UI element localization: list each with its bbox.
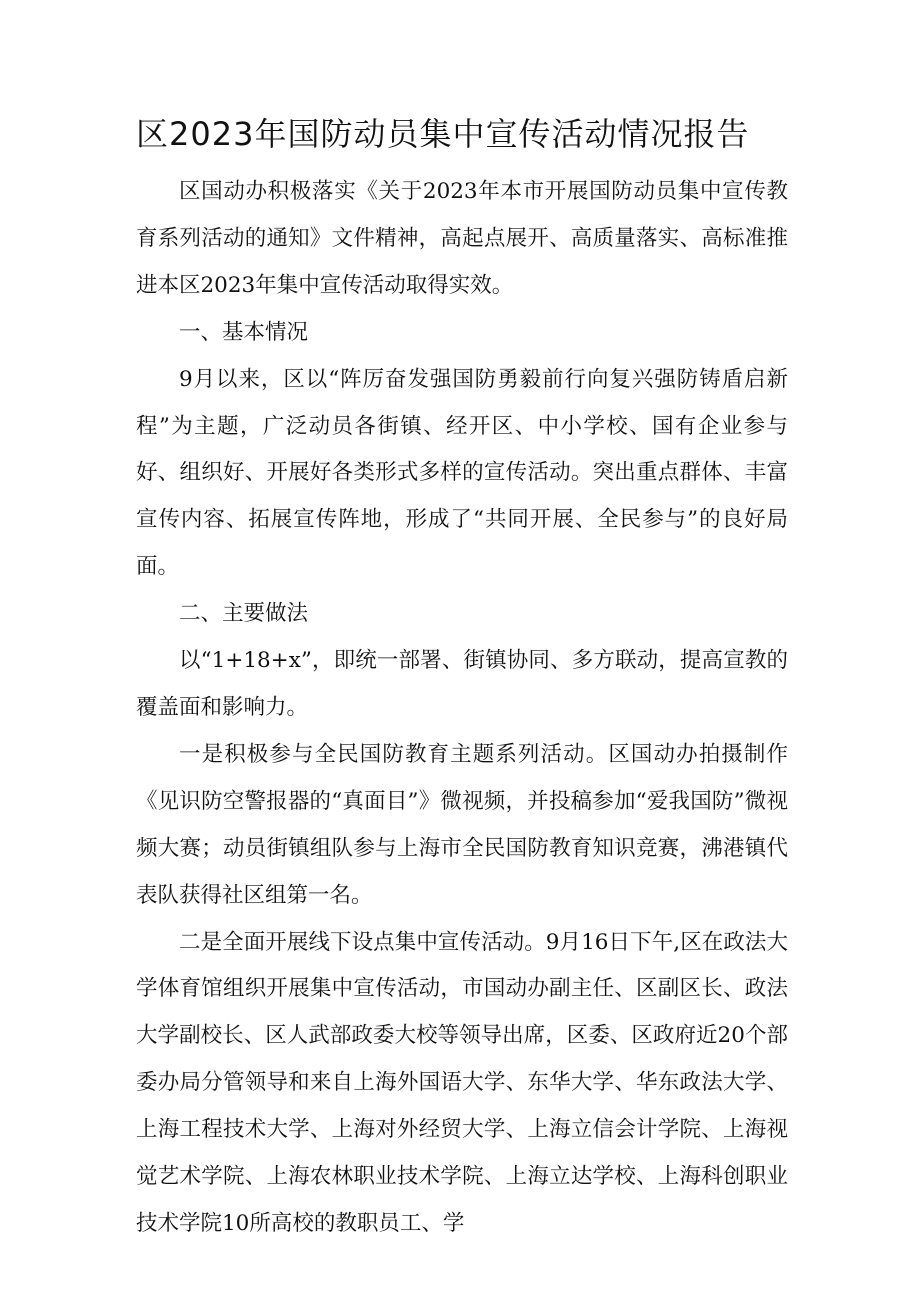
document-title: 区2023年国防动员集中宣传活动情况报告 — [136, 115, 750, 153]
basic-situation-paragraph: 9月以来，区以“阵厉奋发强国防勇毅前行向复兴强防铸盾启新程”为主题，广泛动员各街镇、经开区、中小学校、国有企业参与好、组织好、开展好各类形式多样的宣传活动。突出重点群体、丰富宣传内容、拓展宣传阵地，形成了“共同开展、全民参与”的良好局面。 — [136, 366, 788, 580]
section-heading-basic-situation: 一、基本情况 — [179, 319, 309, 345]
practice-two-paragraph: 二是全面开展线下设点集中宣传活动。9月16日下午,区在政法大学体育馆组织开展集中宣传活动，市国动办副主任、区副区长、政法大学副校长、区人武部政委大校等领导出席，区委、区政府近20个部委办局分管领导和来自上海外国语大学、东华大学、华东政法大学、上海工程技术大学、上海对外经贸大学、上海立信会计学院、上海视觉艺术学院、上海农林职业技术学院、上海立达学校、上海科创职业技术学院10所高校的教职员工、学 — [136, 929, 788, 1236]
practice-one-paragraph: 一是积极参与全民国防教育主题系列活动。区国动办拍摄制作《见识防空警报器的“真面目”》微视频，并投稿参加“爱我国防”微视频大赛；动员街镇组队参与上海市全民国防教育知识竞赛，沸港镇代表队获得社区组第一名。 — [136, 741, 788, 908]
section-heading-main-practices: 二、主要做法 — [179, 601, 309, 627]
intro-paragraph: 区国动办积极落实《关于2023年本市开展国防动员集中宣传教育系列活动的通知》文件精神，高起点展开、高质量落实、高标准推进本区2023年集中宣传活动取得实效。 — [136, 179, 788, 298]
main-practices-summary-paragraph: 以“1+18+x”，即统一部署、街镇协同、多方联动，提高宣教的覆盖面和影响力。 — [136, 648, 788, 720]
document-body — [136, 169, 788, 1248]
